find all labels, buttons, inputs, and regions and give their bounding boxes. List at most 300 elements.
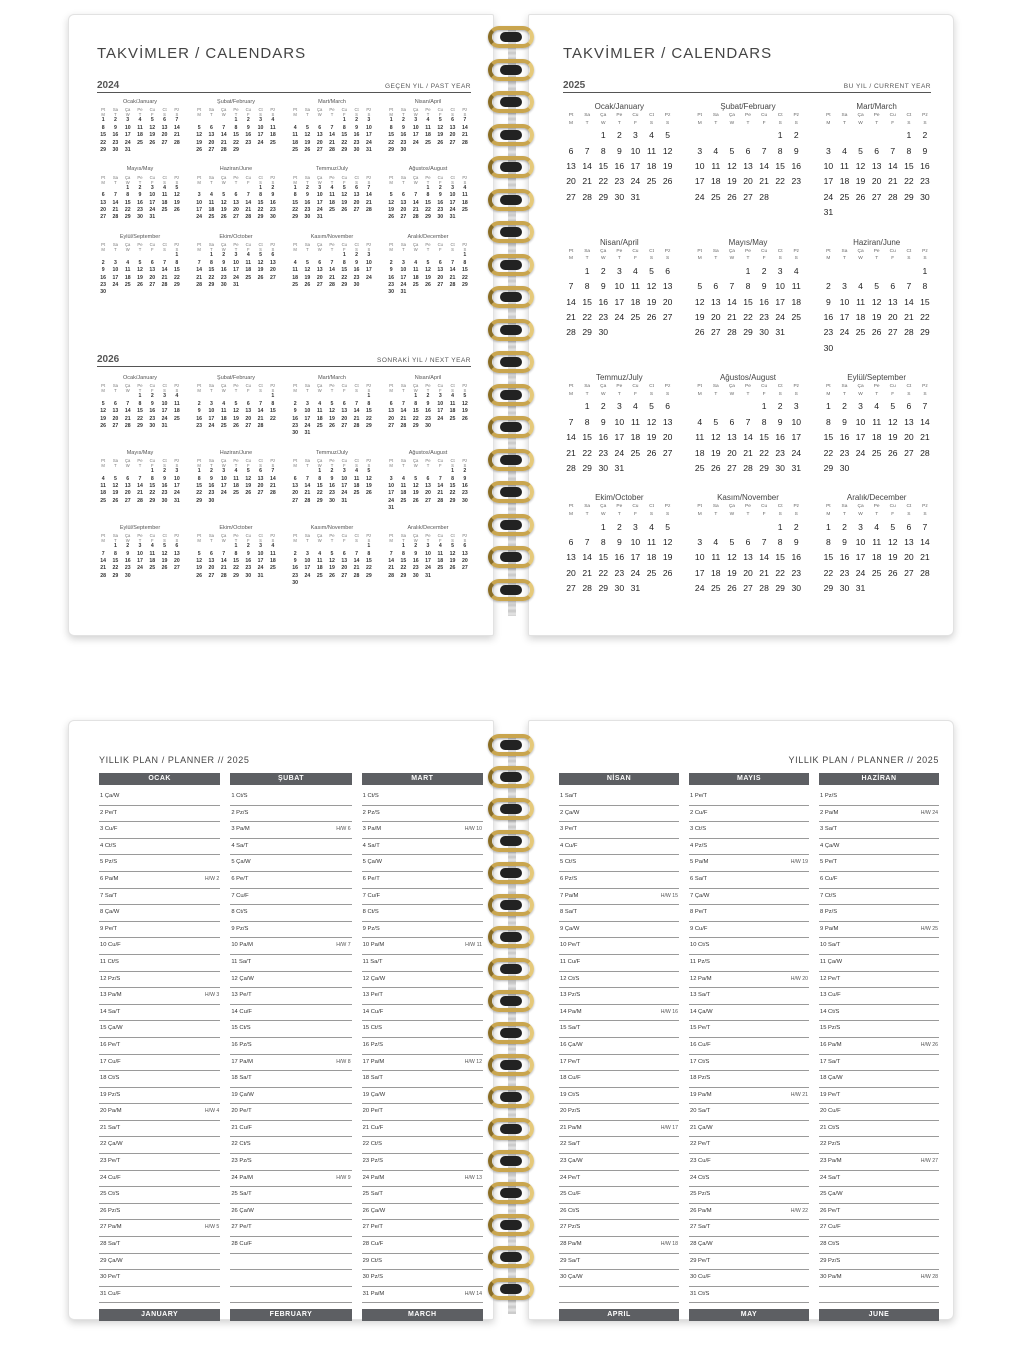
- day-number: 25: [711, 191, 721, 202]
- day-number: 14: [137, 483, 143, 490]
- weekday-label: S: [794, 391, 798, 397]
- day-number: 21: [173, 132, 180, 139]
- day-label: 19 Ct/S: [560, 1091, 580, 1098]
- day-label: 27 Pe/T: [231, 1224, 252, 1231]
- day-number: 7: [138, 475, 142, 482]
- weekday-header-en: [820, 512, 933, 518]
- weekday-label: Ct: [258, 242, 263, 248]
- day-number: 1: [389, 117, 393, 124]
- weekday-label: W: [858, 512, 863, 518]
- day-number: 28: [365, 207, 372, 214]
- weekday-label: S: [907, 512, 911, 518]
- day-row: [362, 955, 483, 972]
- day-number: 11: [695, 432, 705, 443]
- day-number: 30: [124, 572, 131, 579]
- day-row: [689, 1137, 809, 1154]
- day-number: 1: [745, 265, 751, 276]
- day-blank: [724, 520, 740, 535]
- day-label: 3 Pa/M: [362, 826, 382, 833]
- day-number: 13: [316, 132, 323, 139]
- weekday-label: T: [210, 112, 213, 118]
- month-calendar: [692, 492, 805, 596]
- day-number: 3: [438, 393, 442, 400]
- weekday-label: Pe: [616, 384, 623, 390]
- day-number: 20: [124, 490, 131, 497]
- day-number: 8: [209, 259, 213, 266]
- day-label: 10 Pa/M: [362, 942, 385, 949]
- day-number: 26: [425, 281, 431, 288]
- day-blank: [193, 117, 205, 124]
- day-number: 26: [220, 214, 227, 221]
- weekday-label: Ça: [221, 383, 227, 389]
- weekday-label: Pe: [137, 107, 143, 113]
- weekday-label: T: [585, 256, 589, 262]
- day-number: 1: [761, 401, 767, 412]
- day-number: 16: [839, 432, 850, 443]
- day-label: 10 Ct/S: [690, 942, 710, 949]
- day-number: 28: [329, 281, 335, 288]
- day-grid: [563, 264, 676, 341]
- day-number: 3: [858, 521, 863, 532]
- weekday-label: Pz: [664, 384, 671, 390]
- day-number: 11: [425, 124, 431, 131]
- day-grid: [193, 117, 279, 154]
- day-row: [362, 1021, 483, 1038]
- day-number: 30: [839, 583, 850, 594]
- day-number: 24: [839, 327, 850, 338]
- weekday-label: S: [451, 463, 454, 469]
- weekday-label: T: [426, 538, 430, 544]
- day-number: 7: [890, 145, 896, 156]
- day-number: 15: [341, 267, 348, 274]
- day-number: 10: [341, 475, 348, 482]
- day-number: 7: [906, 281, 912, 292]
- weekday-label: S: [355, 112, 358, 118]
- day-label: 20 Pe/T: [231, 1108, 252, 1115]
- binding-ring: [488, 734, 534, 756]
- weekday-label: F: [343, 538, 346, 544]
- weekday-header-tr: [820, 384, 933, 390]
- weekday-label: Pt: [101, 242, 106, 248]
- day-blank: [434, 252, 446, 259]
- day-number: 6: [890, 281, 896, 292]
- day-row: [689, 1154, 809, 1171]
- day-number: 5: [197, 124, 201, 131]
- day-number: 7: [271, 468, 275, 475]
- day-row: [689, 972, 809, 989]
- day-number: 2: [101, 259, 105, 266]
- day-number: 15: [775, 552, 785, 563]
- day-number: 10: [855, 537, 866, 548]
- day-number: 13: [887, 296, 898, 307]
- weekday-label: Pt: [101, 383, 106, 389]
- day-number: 21: [365, 199, 372, 206]
- day-number: 18: [292, 139, 299, 146]
- weekday-label: Sa: [112, 383, 118, 389]
- month-name: Haziran/June: [219, 449, 253, 456]
- day-label: 11 Ça/W: [820, 958, 843, 965]
- weekday-label: Pt: [293, 107, 298, 113]
- day-label: 31 Pa/M: [362, 1290, 385, 1297]
- day-label: 19 Pa/M: [690, 1091, 712, 1098]
- day-number: 9: [761, 281, 767, 292]
- binding-ring: [488, 579, 534, 601]
- day-number: 27: [662, 447, 673, 458]
- day-number: 23: [839, 447, 850, 458]
- day-number: 24: [437, 415, 444, 422]
- weekday-label: Pt: [389, 174, 394, 180]
- day-number: 13: [208, 557, 215, 564]
- day-number: 16: [353, 132, 360, 139]
- weekday-label: M: [293, 538, 297, 544]
- day-number: 1: [150, 468, 154, 475]
- weekday-label: Pe: [745, 248, 751, 254]
- day-number: 17: [630, 552, 641, 563]
- weekday-label: Sa: [112, 107, 118, 113]
- day-number: 25: [694, 463, 705, 474]
- day-label: 7 Cu/F: [231, 892, 249, 899]
- day-number: 4: [713, 537, 719, 548]
- day-label: 26 Pe/T: [820, 1207, 841, 1214]
- day-number: 12: [694, 296, 705, 307]
- day-number: 2: [271, 184, 275, 191]
- day-number: 8: [906, 145, 912, 156]
- weekday-label: M: [293, 463, 297, 469]
- weekday-label: Ct: [162, 174, 167, 180]
- day-row: [559, 1104, 679, 1121]
- weekday-label: T: [234, 179, 238, 185]
- day-number: 26: [304, 281, 311, 288]
- day-number: 5: [163, 543, 166, 550]
- weekday-label: M: [389, 388, 393, 394]
- day-number: 6: [713, 281, 719, 292]
- day-number: 28: [353, 423, 360, 430]
- weekday-label: T: [330, 112, 334, 118]
- week-number: H/W 20: [790, 975, 808, 982]
- weekday-label: S: [355, 247, 358, 253]
- day-number: 6: [355, 184, 358, 191]
- day-row: [99, 922, 220, 939]
- binding-ring: [488, 1214, 534, 1236]
- day-blank: [708, 128, 724, 143]
- weekday-label: Pz: [462, 383, 468, 389]
- day-number: 1: [600, 521, 606, 532]
- weekday-label: Pt: [389, 458, 394, 464]
- day-number: 9: [777, 416, 783, 427]
- day-number: 6: [389, 400, 393, 407]
- weekday-label: Sa: [208, 242, 214, 248]
- day-number: 11: [316, 557, 323, 564]
- day-number: 9: [222, 259, 226, 266]
- day-number: 8: [234, 550, 238, 557]
- weekday-label: S: [259, 179, 262, 185]
- day-number: 7: [305, 475, 309, 482]
- day-number: 16: [437, 199, 444, 206]
- day-number: 18: [412, 274, 419, 281]
- day-number: 29: [365, 572, 372, 579]
- day-row: [362, 1204, 483, 1221]
- day-number: 19: [711, 447, 721, 458]
- day-label: 5 Pa/M: [690, 859, 709, 866]
- month-name: Nisan/April: [599, 237, 639, 247]
- day-label: 4 Ça/W: [820, 842, 840, 849]
- day-row: [819, 806, 939, 823]
- day-number: 16: [245, 132, 252, 139]
- weekday-label: Ça: [600, 504, 607, 510]
- day-number: 7: [126, 400, 130, 407]
- day-number: 13: [449, 124, 456, 131]
- day-number: 30: [823, 342, 834, 353]
- day-row: [689, 806, 809, 823]
- mini-calendar-grid-next: [97, 375, 471, 588]
- day-number: 12: [161, 550, 168, 557]
- day-number: 19: [329, 565, 335, 572]
- day-number: 27: [871, 191, 882, 202]
- weekday-label: M: [197, 463, 201, 469]
- day-grid: [385, 543, 471, 580]
- week-number: H/W 18: [660, 1241, 678, 1248]
- week-number: H/W 4: [204, 1108, 220, 1115]
- weekday-label: Cu: [437, 458, 443, 464]
- day-number: 16: [112, 132, 119, 139]
- day-number: 17: [173, 483, 180, 490]
- day-row: [689, 1088, 809, 1105]
- weekday-label: Ça: [317, 107, 323, 113]
- weekday-label: S: [923, 391, 927, 397]
- day-number: 19: [887, 552, 898, 563]
- day-row: [559, 1171, 679, 1188]
- day-number: 12: [646, 416, 657, 427]
- weekday-label: Ça: [125, 107, 131, 113]
- day-number: 8: [126, 192, 130, 199]
- day-number: 4: [234, 468, 238, 475]
- weekday-label: Pz: [270, 107, 276, 113]
- weekday-label: M: [197, 388, 201, 394]
- day-number: 24: [614, 312, 625, 323]
- day-label: 13 Pe/T: [362, 992, 383, 999]
- weekday-label: F: [343, 463, 346, 469]
- day-number: 8: [367, 550, 371, 557]
- day-row: [99, 1270, 220, 1287]
- day-number: 1: [318, 468, 322, 475]
- day-number: 12: [341, 192, 348, 199]
- day-number: 26: [461, 415, 468, 422]
- weekday-label: Ça: [125, 383, 131, 389]
- day-number: 25: [630, 447, 641, 458]
- weekday-label: S: [463, 247, 467, 253]
- weekday-label: M: [697, 391, 702, 397]
- day-label: 16 Ça/W: [560, 1041, 583, 1048]
- weekday-label: Cu: [761, 384, 768, 390]
- day-number: 2: [842, 401, 847, 412]
- day-number: 16: [425, 408, 431, 415]
- day-blank: [230, 185, 242, 192]
- weekday-label: Ct: [450, 174, 455, 180]
- day-number: 18: [791, 296, 802, 307]
- weekday-label: T: [114, 247, 117, 253]
- day-number: 24: [400, 281, 407, 288]
- day-number: 2: [401, 117, 405, 124]
- day-number: 9: [355, 124, 358, 131]
- day-number: 24: [220, 490, 227, 497]
- day-row: [559, 1270, 679, 1287]
- day-number: 16: [598, 296, 609, 307]
- day-number: 22: [124, 207, 131, 214]
- binding-ring: [488, 416, 534, 438]
- weekday-label: M: [826, 256, 831, 262]
- weekday-label: Ct: [906, 504, 912, 510]
- day-label: 21 Pa/M: [560, 1124, 582, 1131]
- weekday-label: F: [343, 179, 346, 185]
- day-label: 31 Ct/S: [690, 1290, 710, 1297]
- day-row: [362, 1187, 483, 1204]
- day-number: 23: [137, 207, 143, 214]
- weekday-header-tr: [692, 504, 805, 510]
- day-number: 3: [451, 184, 454, 191]
- day-row: [689, 1270, 809, 1287]
- day-blank: [242, 185, 254, 192]
- day-number: 15: [365, 408, 372, 415]
- day-number: 20: [112, 415, 119, 422]
- weekday-label: T: [617, 512, 621, 518]
- day-number: 9: [922, 145, 928, 156]
- weekday-label: Pe: [425, 107, 431, 113]
- week-number: H/W 15: [660, 892, 678, 899]
- day-label: 28 Sa/T: [100, 1241, 121, 1248]
- month-footer-bar: APRIL: [559, 1309, 679, 1321]
- weekday-label: S: [163, 388, 166, 394]
- weekday-label: M: [197, 112, 201, 118]
- day-number: 2: [842, 521, 847, 532]
- day-number: 30: [329, 497, 335, 504]
- day-number: 21: [329, 139, 335, 146]
- day-number: 28: [329, 147, 335, 154]
- weekday-label: M: [826, 120, 831, 126]
- day-number: 2: [113, 117, 117, 124]
- day-grid: [97, 393, 183, 430]
- weekday-label: Cu: [437, 107, 443, 113]
- day-number: 11: [872, 537, 882, 548]
- weekday-label: Pt: [697, 384, 702, 390]
- day-number: 9: [330, 475, 334, 482]
- weekday-label: Cu: [761, 504, 768, 510]
- day-number: 23: [245, 565, 252, 572]
- day-number: 3: [414, 117, 418, 124]
- weekday-label: F: [247, 247, 250, 253]
- day-number: 4: [793, 265, 799, 276]
- day-label: 24 Pa/M: [362, 1174, 385, 1181]
- day-label: 13 Pz/S: [560, 992, 581, 999]
- day-number: 3: [150, 184, 154, 191]
- day-number: 30: [245, 572, 252, 579]
- day-number: 19: [304, 139, 311, 146]
- day-row: [230, 905, 351, 922]
- day-number: 31: [400, 289, 407, 296]
- month-calendar: [385, 450, 471, 513]
- day-number: 18: [694, 447, 705, 458]
- day-row: [559, 988, 679, 1005]
- day-blank: [218, 393, 230, 400]
- weekday-label: Cu: [149, 174, 155, 180]
- weekday-header-tr: [563, 384, 676, 390]
- weekday-label: Ct: [649, 504, 654, 510]
- day-number: 26: [233, 423, 239, 430]
- day-number: 16: [292, 415, 299, 422]
- weekday-label: W: [221, 463, 226, 469]
- weekday-label: Ça: [857, 504, 864, 510]
- day-number: 28: [269, 490, 276, 497]
- day-row: [99, 1104, 220, 1121]
- binding-ring: [488, 1150, 534, 1172]
- day-blank: [397, 252, 409, 259]
- day-row: [819, 1104, 939, 1121]
- day-number: 23: [775, 447, 785, 458]
- day-number: 1: [271, 393, 275, 400]
- weekday-label: S: [163, 463, 166, 469]
- day-blank: [205, 185, 217, 192]
- weekday-label: Cu: [761, 248, 768, 254]
- planner-month-column: [362, 773, 483, 1321]
- weekday-label: W: [221, 538, 226, 544]
- weekday-label: S: [451, 538, 454, 544]
- day-number: 11: [292, 132, 298, 139]
- weekday-label: Ct: [649, 113, 654, 118]
- day-row: [99, 1287, 220, 1304]
- weekday-label: Pt: [568, 113, 574, 118]
- weekday-label: T: [330, 388, 334, 394]
- day-label: 2 Cu/F: [690, 809, 708, 816]
- day-blank: [385, 393, 397, 400]
- day-label: 2 Pa/M: [820, 809, 839, 816]
- day-label: 7 Ct/S: [820, 892, 837, 899]
- day-number: 26: [161, 565, 168, 572]
- day-row: [559, 1237, 679, 1254]
- day-number: 21: [743, 447, 753, 458]
- weekday-label: S: [923, 512, 927, 518]
- month-calendar: [820, 492, 933, 596]
- day-number: 7: [401, 400, 405, 407]
- day-number: 11: [316, 408, 323, 415]
- day-number: 22: [823, 567, 834, 578]
- weekday-label: Cu: [437, 383, 443, 389]
- day-blank: [756, 520, 772, 535]
- day-number: 27: [449, 139, 456, 146]
- day-number: 14: [173, 124, 180, 131]
- day-row: [819, 988, 939, 1005]
- day-number: 4: [874, 521, 880, 532]
- day-number: 13: [461, 550, 468, 557]
- day-number: 7: [761, 145, 767, 156]
- day-number: 1: [209, 252, 213, 259]
- day-number: 15: [137, 408, 143, 415]
- day-label: 17 Pa/M: [362, 1058, 385, 1065]
- week-number: H/W 13: [464, 1174, 482, 1181]
- day-number: 17: [630, 161, 641, 171]
- day-number: 1: [451, 468, 454, 475]
- day-label: 18 Pz/S: [690, 1075, 711, 1082]
- day-blank: [134, 468, 146, 475]
- weekday-label: W: [125, 538, 130, 544]
- day-row: [230, 806, 351, 823]
- day-label: 19 Ça/W: [362, 1091, 386, 1098]
- weekday-label: Pt: [389, 533, 394, 539]
- day-row: [559, 855, 679, 872]
- day-label: 14 Sa/T: [100, 1008, 121, 1015]
- weekday-header-tr: [692, 384, 805, 390]
- day-blank: [708, 520, 724, 535]
- day-number: 9: [825, 296, 831, 307]
- day-row: [819, 839, 939, 856]
